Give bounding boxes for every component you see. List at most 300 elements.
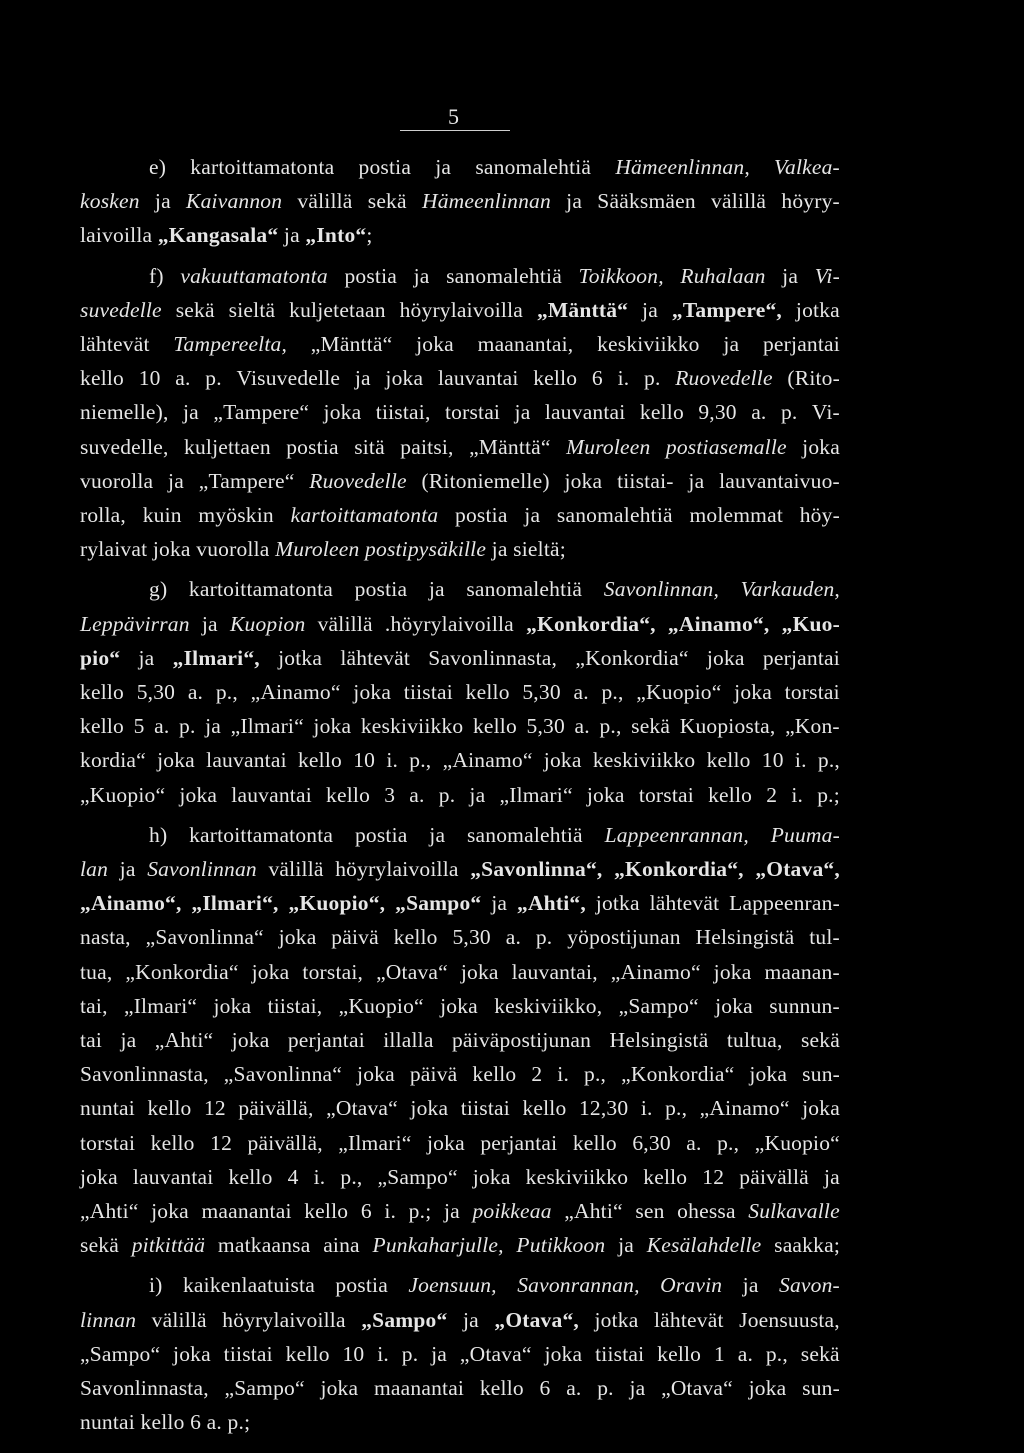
word: „Ilmari“ — [338, 1131, 412, 1155]
word: ja — [154, 189, 171, 213]
word: torstai — [784, 680, 840, 704]
italic-word: Hämeenlinnan, — [615, 155, 750, 179]
word: ja — [462, 1308, 479, 1332]
italic-word: Muroleen — [566, 435, 651, 459]
word: i. — [557, 1062, 570, 1086]
word: 5,30 — [136, 680, 176, 704]
word: joka — [802, 435, 840, 459]
word: postia — [354, 823, 408, 847]
word: p. — [438, 783, 456, 807]
text-line — [80, 466, 840, 496]
italic-word: kartoittamatonta — [290, 503, 439, 527]
word: keskiviikko — [525, 1165, 629, 1189]
word: i. — [384, 1199, 397, 1223]
text-line — [80, 329, 840, 359]
bold-word: „Konkordia“, — [526, 612, 656, 636]
word: välillä — [297, 189, 353, 213]
word: ja — [469, 783, 486, 807]
bold-word: pio“ — [80, 646, 121, 670]
word: joka — [802, 1096, 840, 1120]
italic-word: Putikkoon — [516, 1233, 606, 1257]
word: kello — [80, 366, 124, 390]
word: nuntai — [80, 1096, 135, 1120]
word: 10 — [353, 748, 376, 772]
italic-word: Oravin — [660, 1273, 723, 1297]
word: ; — [366, 223, 373, 247]
word: p., — [409, 748, 432, 772]
word: „Sampo“ — [377, 1165, 458, 1189]
text-line — [149, 820, 840, 850]
word: p. — [401, 1342, 419, 1366]
word: joka — [544, 1342, 583, 1366]
word: ja — [201, 612, 218, 636]
text-line — [80, 1373, 840, 1403]
word: (Rito- — [787, 366, 840, 390]
word: .höyrylaivoilla — [384, 612, 514, 636]
bold-word: „Ainamo“, — [667, 612, 770, 636]
word: a. — [574, 714, 590, 738]
word: f) — [149, 264, 164, 288]
bold-word: „Ilmari“, — [191, 891, 279, 915]
italic-word: Varkauden, — [740, 577, 840, 601]
bold-word: „Into“ — [305, 223, 367, 247]
word: joka — [278, 925, 317, 949]
word: sitä — [354, 435, 385, 459]
word: joka — [460, 960, 499, 984]
word: 10 — [138, 366, 161, 390]
word: perjantai — [287, 1028, 365, 1052]
word: 6 — [539, 1376, 551, 1400]
word: maanantai — [373, 1376, 465, 1400]
italic-word: Punkaharjulle, — [372, 1233, 504, 1257]
word: p., — [765, 1342, 788, 1366]
word: joka — [152, 537, 191, 561]
word: „Ahti“ — [80, 1199, 139, 1223]
word: molemmat — [689, 503, 784, 527]
word: sekä — [800, 1028, 840, 1052]
italic-word: vakuuttamatonta — [180, 264, 328, 288]
word: 12 — [203, 1096, 226, 1120]
word: perjantai — [480, 1131, 558, 1155]
word: joka — [586, 783, 625, 807]
word: perjantai — [762, 332, 840, 356]
text-line — [80, 432, 840, 462]
word: lauvantai — [437, 366, 519, 390]
word: keskiviikko, — [494, 994, 603, 1018]
word: kello — [533, 366, 578, 390]
text-line — [80, 500, 840, 530]
word: postia — [335, 1273, 388, 1297]
word: 5,30 — [522, 680, 561, 704]
word: jotka — [594, 1308, 639, 1332]
word: joka — [323, 400, 362, 424]
word: aina — [323, 1233, 360, 1257]
text-line — [80, 677, 840, 707]
word: p., — [817, 748, 840, 772]
italic-word: poikkeaa — [472, 1199, 552, 1223]
word: kello — [639, 400, 684, 424]
word: ja — [138, 646, 155, 670]
word: vuorolla — [196, 537, 270, 561]
word: „Ilmari“ — [499, 783, 573, 807]
text-line — [80, 991, 840, 1021]
word: suvedelle, — [80, 435, 169, 459]
word: p., — [340, 1165, 363, 1189]
word: a. — [175, 366, 191, 390]
word: sekä — [175, 298, 215, 322]
word: höyrylaivoilla — [335, 857, 459, 881]
word: a. — [573, 680, 589, 704]
italic-word: pitkittää — [131, 1233, 206, 1257]
page-number: 5 — [448, 104, 459, 129]
word: kello — [326, 783, 371, 807]
text-line — [149, 152, 840, 182]
word: Helsingistä — [695, 925, 795, 949]
text-line — [80, 780, 840, 810]
word: päiväpostijunan — [451, 1028, 592, 1052]
word: a. — [187, 680, 204, 704]
italic-word: linnan — [80, 1308, 137, 1332]
text-line — [80, 643, 840, 673]
word: kello — [393, 925, 438, 949]
word: i. — [617, 366, 630, 390]
word: välillä — [711, 189, 767, 213]
word: p., — [215, 680, 238, 704]
word: a. — [409, 783, 425, 807]
italic-word: Kaivannon — [186, 189, 283, 213]
word: jotka — [278, 646, 323, 670]
word: keskiviikko — [592, 748, 696, 772]
word: höyry- — [781, 189, 840, 213]
italic-word: Puuma- — [770, 823, 840, 847]
word: 6 — [591, 366, 603, 390]
word: postia — [344, 264, 397, 288]
word: joka — [564, 469, 603, 493]
text-line — [149, 574, 840, 604]
italic-word: Savonrannan, — [517, 1273, 640, 1297]
word: sen — [635, 1199, 665, 1223]
word: p.; — [817, 783, 840, 807]
text-line — [80, 1025, 840, 1055]
word: a. — [566, 1376, 582, 1400]
word: „Ainamo“ — [250, 680, 341, 704]
word: p., — [601, 680, 624, 704]
word: p. — [205, 366, 222, 390]
word: p., — [584, 1062, 607, 1086]
word: „Kon- — [785, 714, 840, 738]
italic-word: Vi- — [814, 264, 840, 288]
word: perjantai — [762, 646, 840, 670]
word: ja — [823, 1165, 840, 1189]
word: joka — [706, 646, 745, 670]
word: 10 — [342, 1342, 365, 1366]
word: 12,30 — [578, 1096, 629, 1120]
word: ja — [182, 400, 199, 424]
word: ja — [429, 823, 446, 847]
italic-word: Toikkoon, — [578, 264, 664, 288]
word: p., — [599, 714, 622, 738]
word: ja — [514, 400, 531, 424]
text-line — [80, 888, 840, 918]
word: „Otava“ — [459, 1342, 532, 1366]
word: kello — [472, 1062, 517, 1086]
word: postia — [354, 577, 408, 601]
word: „Savonlinna“ — [145, 925, 264, 949]
word: sanomalehtiä — [446, 264, 562, 288]
word: sekä — [800, 1342, 840, 1366]
text-line — [80, 397, 840, 427]
word: kello — [706, 748, 751, 772]
bold-word: „Kuopio“, — [288, 891, 386, 915]
word: sekä — [80, 1233, 120, 1257]
word: joka — [313, 714, 352, 738]
word: Lappeenran- — [729, 891, 840, 915]
word: „Sampo“ — [224, 1376, 305, 1400]
word: lauvantai — [544, 400, 626, 424]
word: lauvantai — [132, 1165, 214, 1189]
word: rylaivat — [80, 537, 148, 561]
word: lähtevät — [653, 1308, 724, 1332]
word: 12 — [210, 1131, 233, 1155]
word: kello — [708, 783, 753, 807]
word: a. — [206, 1410, 222, 1434]
word: ja — [119, 857, 136, 881]
bold-word: „Kuo- — [781, 612, 840, 636]
word: ja — [566, 189, 583, 213]
word: i. — [640, 1096, 653, 1120]
word: myöskin — [198, 503, 274, 527]
word: välillä — [317, 612, 373, 636]
word: i) — [149, 1273, 163, 1297]
word: 6 — [360, 1199, 372, 1223]
word: joka — [440, 994, 478, 1018]
word: i. — [794, 748, 807, 772]
word: „Ainamo“ — [610, 960, 701, 984]
word: „Ainamo“ — [699, 1096, 790, 1120]
word: „Kuopio“ — [338, 994, 424, 1018]
word: i. — [377, 1342, 389, 1366]
word: kartoittamatonta — [189, 823, 334, 847]
word: paitsi, — [400, 435, 454, 459]
word: ja — [428, 577, 445, 601]
word: ja — [168, 469, 184, 493]
word: joka — [416, 332, 454, 356]
word: päivä — [331, 925, 379, 949]
word: „Tampere“ — [213, 400, 310, 424]
word: „Ilmari“ — [123, 994, 198, 1018]
word: rolla, — [80, 503, 126, 527]
italic-word: Ruovedelle — [675, 366, 773, 390]
text-line — [80, 854, 840, 884]
italic-word: Muroleen — [275, 537, 360, 561]
text-line — [80, 295, 840, 325]
word: postia — [286, 435, 339, 459]
italic-word: Savonlinnan, — [603, 577, 720, 601]
word: i. — [313, 1165, 326, 1189]
italic-word: Kuopion — [229, 612, 306, 636]
bold-word: „Ilmari“, — [172, 646, 260, 670]
word: Vi- — [811, 400, 840, 424]
word: tiistai- — [617, 469, 674, 493]
word: tai, — [80, 994, 108, 1018]
word: välillä — [268, 857, 324, 881]
word: p., — [665, 1096, 688, 1120]
bold-word: „Sampo“ — [395, 891, 482, 915]
text-line — [80, 1230, 840, 1260]
italic-word: kosken — [80, 189, 140, 213]
word: (Ritoniemelle) — [421, 469, 550, 493]
word: „Otava“ — [376, 960, 448, 984]
word: a. — [751, 400, 767, 424]
word: torstai — [444, 400, 501, 424]
italic-word: Tampereelta, — [173, 332, 288, 356]
word: 4 — [287, 1165, 299, 1189]
word: saakka; — [774, 1233, 840, 1257]
bold-word: „Sampo“ — [361, 1308, 448, 1332]
word: joka — [151, 1199, 189, 1223]
bold-word: „Mänttä“ — [536, 298, 629, 322]
text-line — [80, 609, 840, 639]
word: lauvantaivuo- — [719, 469, 840, 493]
word: „Konkordia“ — [575, 646, 689, 670]
word: tai — [80, 1028, 103, 1052]
word: Helsingistä — [609, 1028, 709, 1052]
word: 6 — [190, 1410, 202, 1434]
text-line — [80, 363, 840, 393]
word: ja — [435, 155, 452, 179]
bold-word: „Ainamo“, — [80, 891, 182, 915]
word: höyrylaivoilla — [222, 1308, 346, 1332]
word: p.; — [408, 1199, 432, 1223]
word: 5,30 — [526, 714, 565, 738]
word: joka — [80, 1165, 118, 1189]
text-line — [80, 1407, 840, 1437]
word: 2 — [766, 783, 778, 807]
word: kuljettaen — [184, 435, 271, 459]
word: lauvantai — [206, 748, 287, 772]
word: päivällä — [739, 1165, 809, 1189]
word: joka — [231, 1028, 270, 1052]
word: kello — [228, 1165, 273, 1189]
word: ohessa — [677, 1199, 736, 1223]
word: kello — [522, 1096, 567, 1120]
word: kello — [643, 1165, 688, 1189]
word: sun- — [802, 1062, 840, 1086]
bold-word: „Tampere“, — [671, 298, 782, 322]
word: „Konkordia“ — [125, 960, 239, 984]
word: p. — [644, 366, 661, 390]
word: p. — [535, 925, 553, 949]
word: tiistai — [223, 1342, 273, 1366]
word: ja — [491, 537, 508, 561]
word: ja — [629, 1376, 646, 1400]
word: jotka — [595, 891, 640, 915]
text-line — [80, 745, 840, 775]
word: matkaansa — [217, 1233, 311, 1257]
italic-word: Savonlinnan — [147, 857, 257, 881]
word: päivä — [409, 1062, 458, 1086]
word: postia — [455, 503, 508, 527]
word: keskiviikko — [360, 714, 464, 738]
word: „Ahti“ — [564, 1199, 623, 1223]
italic-word: Hämeenlinnan — [421, 189, 551, 213]
word: Savonlinnasta, — [80, 1376, 209, 1400]
word: tiistai — [460, 1096, 510, 1120]
word: „Sampo“ — [618, 994, 699, 1018]
word: 9,30 — [698, 400, 737, 424]
italic-word: suvedelle — [80, 298, 162, 322]
text-line — [80, 534, 840, 564]
word: torstai — [638, 783, 694, 807]
word: kello — [80, 680, 124, 704]
word: ja — [524, 503, 541, 527]
word: maanantai, — [477, 332, 574, 356]
bold-word: „Kangasala“ — [157, 223, 279, 247]
word: sunnun- — [769, 994, 840, 1018]
word: Joensuusta, — [739, 1308, 840, 1332]
word: jotka — [795, 298, 840, 322]
word: „Otava“ — [326, 1096, 398, 1120]
word: höyrylaivoilla — [399, 298, 524, 322]
word: kello — [150, 1131, 195, 1155]
text-line — [80, 1059, 840, 1089]
word: joka — [179, 783, 218, 807]
word: joka — [543, 748, 582, 772]
word: kello — [140, 1410, 185, 1434]
word: nasta, — [80, 925, 131, 949]
word: kello — [657, 1342, 702, 1366]
word: joka — [157, 748, 195, 772]
text-line — [80, 186, 840, 216]
word: kello — [147, 1096, 192, 1120]
word: ja — [120, 1028, 137, 1052]
word: sieltä; — [513, 537, 566, 561]
word: 5,30 — [452, 925, 491, 949]
word: 3 — [384, 783, 396, 807]
word: tul- — [809, 925, 840, 949]
word: välillä — [151, 1308, 207, 1332]
word: tiistai, — [267, 994, 323, 1018]
italic-word: Joensuun, — [408, 1273, 497, 1297]
word: „Kuopio“ — [754, 1131, 840, 1155]
word: postia — [358, 155, 412, 179]
word: sun- — [802, 1376, 840, 1400]
word: kello — [472, 714, 517, 738]
word: tiistai — [595, 1342, 645, 1366]
italic-word: Ruhalaan — [680, 264, 766, 288]
word: „Kuopio“ — [636, 680, 722, 704]
word: joka — [749, 1062, 788, 1086]
word: „Mänttä“ — [469, 435, 551, 459]
word: a. — [505, 925, 522, 949]
word: kaikenlaatuista — [182, 1273, 315, 1297]
word: p. — [780, 400, 798, 424]
word: päivällä, — [238, 1096, 314, 1120]
word: lähtevät — [80, 332, 150, 356]
bold-word: „Savonlinna“, — [470, 857, 603, 881]
word: lähtevät — [340, 646, 411, 670]
word: Sääksmäen — [597, 189, 696, 213]
word: joka — [173, 1342, 211, 1366]
word: p. — [597, 1376, 614, 1400]
text-line — [80, 1162, 840, 1192]
bold-word: „Ahti“, — [517, 891, 586, 915]
word: ja — [413, 264, 430, 288]
word: ja — [742, 1273, 759, 1297]
bold-word: „Konkordia“, — [614, 857, 744, 881]
word: p., — [717, 1131, 740, 1155]
word: kuin — [142, 503, 182, 527]
